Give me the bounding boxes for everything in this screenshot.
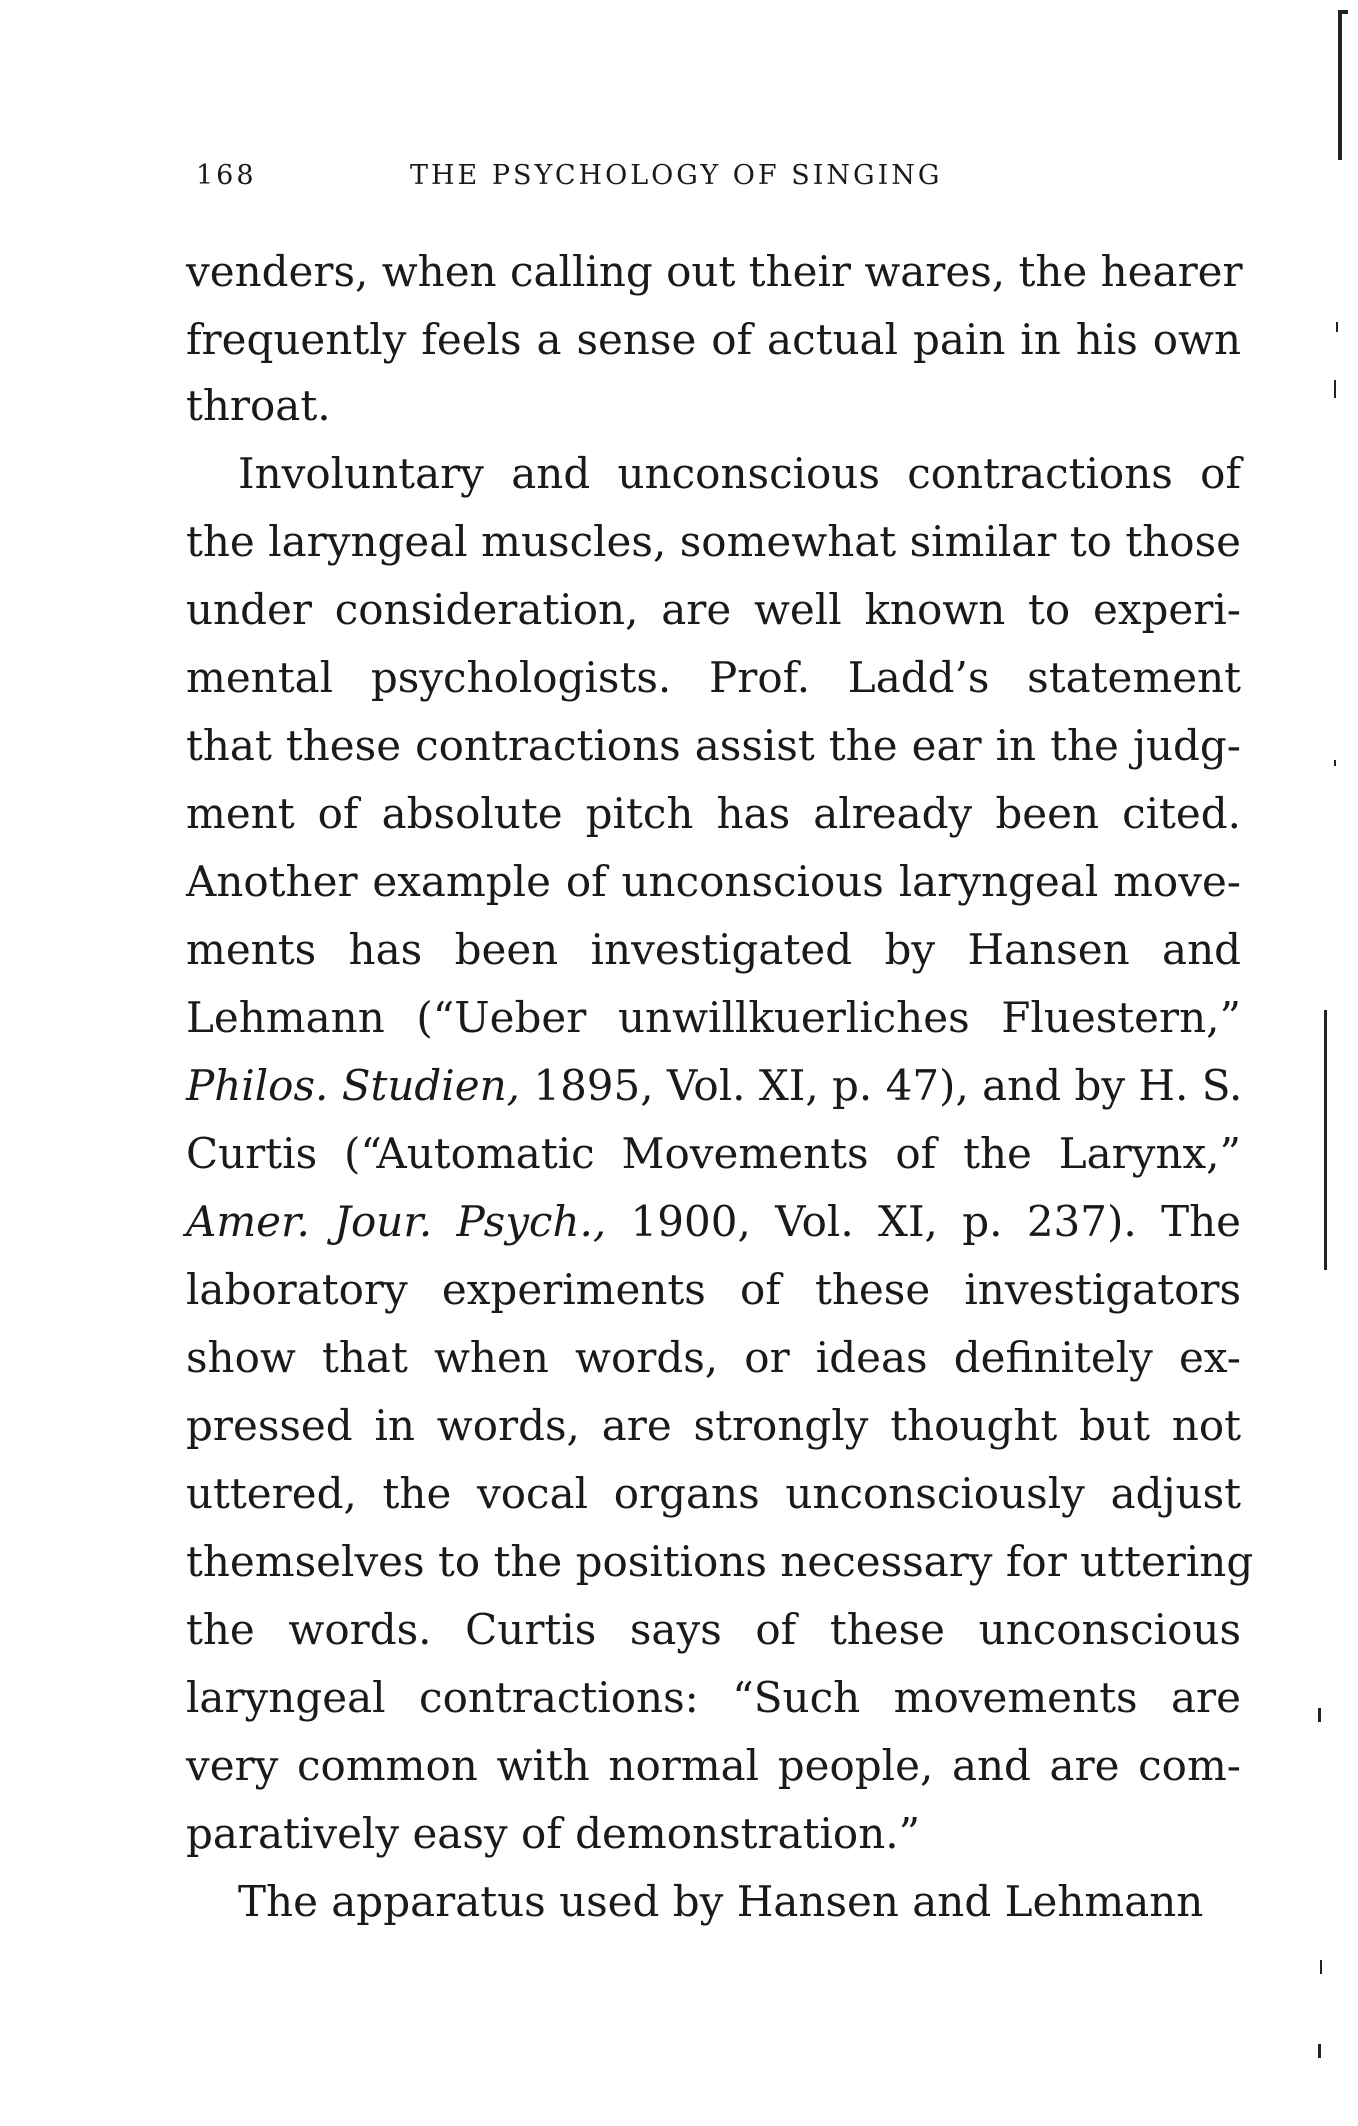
text-line: ment of absolute pitch has already been cited. bbox=[186, 789, 1241, 838]
text-line: laboratory experiments of these investigators bbox=[186, 1265, 1241, 1314]
text-line: the laryngeal muscles, somewhat similar to those bbox=[186, 517, 1241, 566]
scan-mark bbox=[1324, 1010, 1327, 1270]
citation-details: 1900, Vol. XI, p. 237). The bbox=[606, 1197, 1241, 1246]
paragraph-first-line: Involuntary and unconscious contractions of bbox=[238, 449, 1241, 498]
text-line: Curtis (“Automatic Movements of the Larynx,” bbox=[186, 1129, 1241, 1178]
text-line: ments has been investigated by Hansen and bbox=[186, 925, 1241, 974]
text-line: very common with normal people, and are com- bbox=[186, 1741, 1241, 1790]
text-line: uttered, the vocal organs unconsciously adjust bbox=[186, 1469, 1241, 1518]
scan-mark bbox=[1338, 10, 1342, 160]
text-line: the words. Curtis says of these unconscious bbox=[186, 1605, 1241, 1654]
paragraph-first-line: The apparatus used by Hansen and Lehmann bbox=[238, 1877, 1204, 1926]
text-line bbox=[186, 1052, 1241, 1120]
running-title: THE PSYCHOLOGY OF SINGING bbox=[410, 160, 943, 191]
scan-mark bbox=[1338, 10, 1348, 14]
text-line: Another example of unconscious laryngeal move- bbox=[186, 857, 1241, 906]
citation-title: Amer. Jour. Psych., bbox=[186, 1197, 607, 1246]
text-line: mental psychologists. Prof. Ladd’s statement bbox=[186, 653, 1241, 702]
scan-mark bbox=[1334, 760, 1336, 766]
scan-mark bbox=[1336, 322, 1338, 332]
scan-mark bbox=[1334, 380, 1336, 398]
text-line: Lehmann (“Ueber unwillkuerliches Fluestern,” bbox=[186, 993, 1241, 1042]
text-line: that these contractions assist the ear in the judg- bbox=[186, 721, 1241, 770]
running-head bbox=[196, 160, 1046, 200]
citation-title: Philos. Studien, bbox=[186, 1061, 520, 1110]
text-line: frequently feels a sense of actual pain in his own bbox=[186, 315, 1241, 364]
text-line: under consideration, are well known to experi- bbox=[186, 585, 1241, 634]
citation-details: 1895, Vol. XI, p. 47), and by H. S. bbox=[520, 1061, 1243, 1110]
scan-mark bbox=[1318, 2044, 1321, 2058]
scan-mark bbox=[1320, 1960, 1322, 1974]
text-line: paratively easy of demonstration.” bbox=[186, 1809, 921, 1858]
scan-margin-artifacts bbox=[1300, 0, 1358, 2126]
text-line: themselves to the positions necessary for uttering bbox=[186, 1537, 1254, 1586]
text-line bbox=[186, 1188, 1241, 1256]
text-line: venders, when calling out their wares, the hearer bbox=[186, 247, 1243, 296]
text-line: throat. bbox=[186, 381, 331, 430]
scan-mark bbox=[1318, 1708, 1321, 1722]
page-number: 168 bbox=[196, 160, 257, 191]
text-line: show that when words, or ideas definitely ex- bbox=[186, 1333, 1241, 1382]
text-line: laryngeal contractions: “Such movements are bbox=[186, 1673, 1241, 1722]
text-line: pressed in words, are strongly thought but not bbox=[186, 1401, 1241, 1450]
